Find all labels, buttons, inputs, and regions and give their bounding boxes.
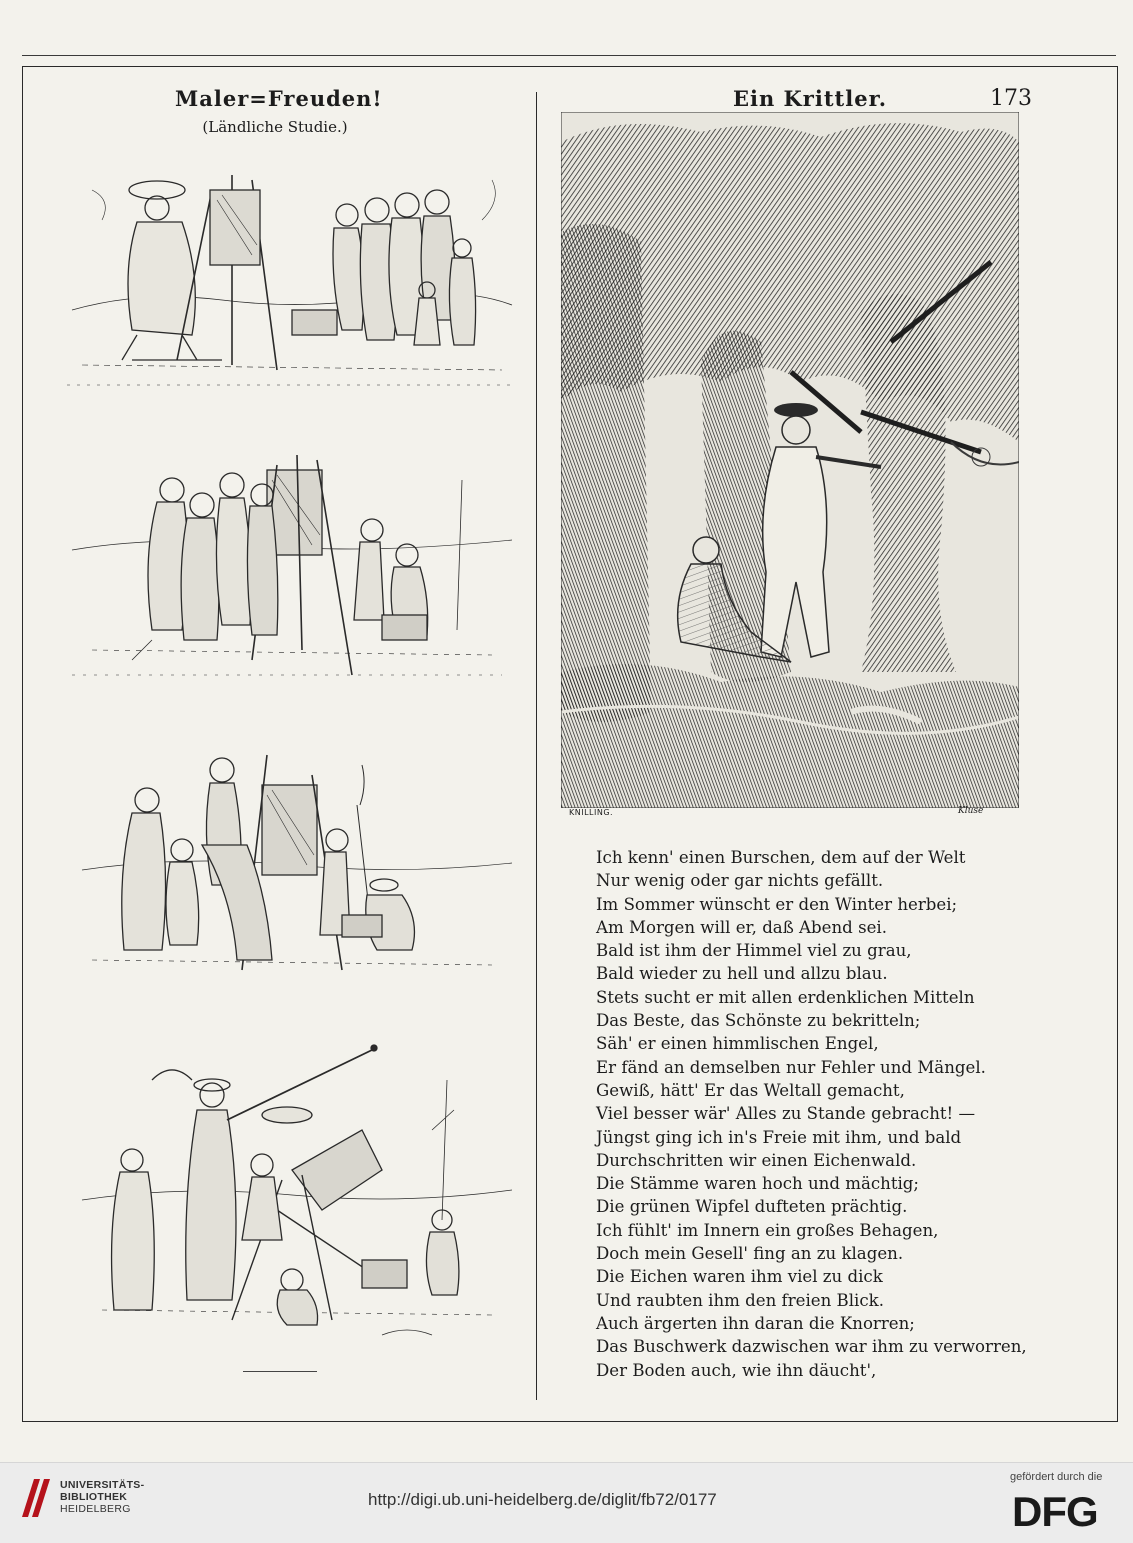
column-divider: [536, 92, 537, 1400]
left-column-subtitle: (Ländliche Studie.): [202, 118, 348, 136]
poem-line: Er fänd an demselben nur Fehler und Mängel.: [596, 1057, 986, 1077]
poem-line: Der Boden auch, wie ihn däucht',: [596, 1360, 877, 1380]
page-number: 173: [990, 86, 1032, 111]
left-column-title: Maler=Freuden!: [175, 86, 383, 111]
poem-line: Die Stämme waren hoch und mächtig;: [596, 1174, 920, 1194]
illustration-painter-4: [62, 1040, 517, 1340]
poem-line: Stets sucht er mit allen erdenklichen Mitteln: [596, 987, 975, 1007]
engraver-signature-left: KNILLING.: [569, 808, 614, 817]
library-name-line: BIBLIOTHEK: [60, 1491, 128, 1503]
poem-line: Ich kenn' einen Burschen, dem auf der Welt: [596, 848, 966, 867]
illustration-painter-1: [62, 160, 517, 395]
poem-line: Bald wieder zu hell und allzu blau.: [596, 964, 888, 984]
library-name-line: HEIDELBERG: [60, 1503, 131, 1515]
funded-by-label: gefördert durch die: [1010, 1471, 1103, 1483]
poem-line: Und raubten ihm den freien Blick.: [596, 1290, 884, 1310]
poem-line: Am Morgen will er, daß Abend sei.: [596, 917, 887, 937]
engraving-oak-forest: [561, 112, 1019, 820]
closing-rule: [243, 1371, 317, 1372]
poem-line: Bald ist ihm der Himmel viel zu grau,: [596, 941, 912, 961]
right-column-title: Ein Krittler.: [732, 86, 888, 111]
poem-line: Die grünen Wipfel dufteten prächtig.: [596, 1197, 908, 1217]
poem-line: Viel besser wär' Alles zu Stande gebracht! —: [596, 1104, 976, 1124]
dfg-logo-icon[interactable]: DFG: [1012, 1488, 1098, 1535]
library-name-line: UNIVERSITÄTS-: [60, 1479, 145, 1491]
poem-line: Das Buschwerk dazwischen war ihm zu verworren,: [596, 1337, 1027, 1357]
poem-line: Im Sommer wünscht er den Winter herbei;: [596, 894, 958, 914]
poem-text: [596, 846, 1027, 1382]
poem-line: Ich fühlt' im Innern ein großes Behagen,: [596, 1220, 939, 1240]
poem-line: Auch ärgerten ihn daran die Knorren;: [596, 1313, 915, 1333]
viewer-footer: [0, 1462, 1133, 1543]
university-library-logo-icon[interactable]: [18, 1473, 54, 1528]
poem-line: Gewiß, hätt' Er das Weltall gemacht,: [596, 1080, 905, 1100]
poem-line: Doch mein Gesell' fing an zu klagen.: [596, 1244, 904, 1264]
poem-line: Säh' er einen himmlischen Engel,: [596, 1034, 879, 1054]
poem-line: Das Beste, das Schönste zu bekritteln;: [596, 1011, 921, 1031]
permalink-url[interactable]: http://digi.ub.uni-heidelberg.de/diglit/fb72/0177: [368, 1490, 717, 1509]
poem-line: Nur wenig oder gar nichts gefällt.: [596, 871, 884, 891]
illustration-painter-3: [62, 745, 517, 990]
poem-line: Durchschritten wir einen Eichenwald.: [596, 1150, 917, 1170]
top-rule: [22, 55, 1116, 56]
poem-line: Jüngst ging ich in's Freie mit ihm, und bald: [596, 1127, 962, 1147]
engraver-signature-right: Kluse: [958, 806, 984, 816]
illustration-painter-2: [62, 450, 517, 690]
university-library-name[interactable]: [60, 1479, 144, 1515]
poem-line: Die Eichen waren ihm viel zu dick: [596, 1267, 883, 1287]
